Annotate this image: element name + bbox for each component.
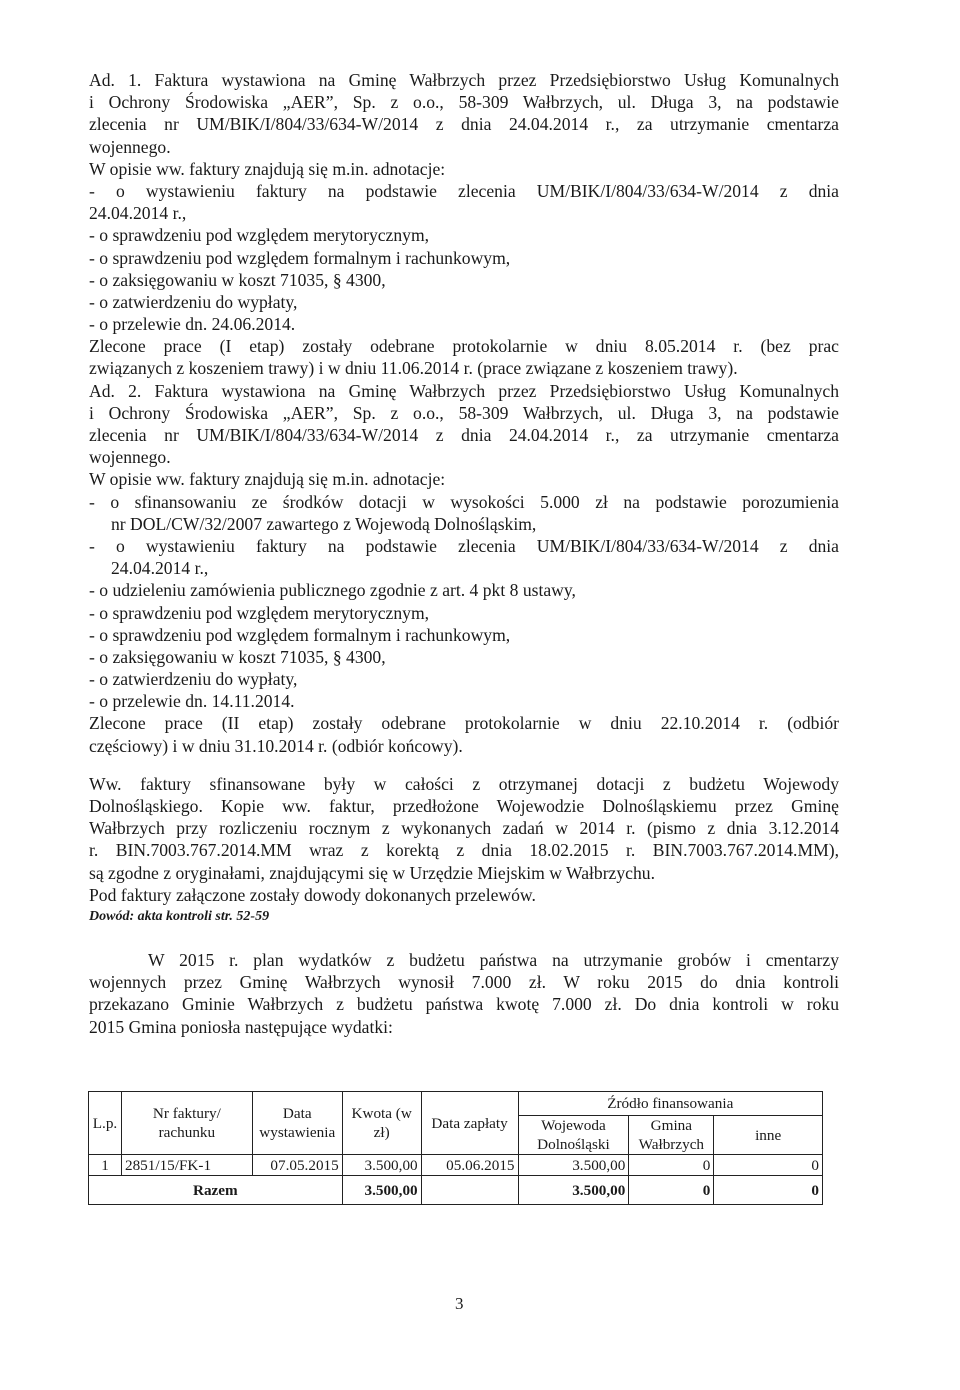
header-amount: Kwota (w zł) (342, 1092, 421, 1155)
text-line: - o przelewie dn. 14.11.2014. (89, 691, 295, 712)
evidence-reference: Dowód: akta kontroli str. 52-59 (89, 908, 270, 924)
text-line: W 2015 r. plan wydatków z budżetu państwa na utrzymanie grobów i cmentarzy (148, 949, 839, 970)
table-row (89, 1155, 823, 1176)
table-header-row (89, 1092, 823, 1116)
text-line: - o sprawdzeniu pod względem formalnym i rachunkowym, (89, 624, 511, 645)
text-line: i Ochrony Środowiska „AER”, Sp. z o.o., 58-309 Wałbrzych, ul. Długa 3, na podstawie (89, 402, 839, 423)
table-total-row (89, 1176, 823, 1205)
text-line: Wałbrzych przy rozliczeniu rocznym z wykonanych zadań w 2014 r. (pismo z dnia 3.12.2014 (89, 818, 839, 839)
expenses-table (88, 1091, 823, 1205)
text-line: przekazano Gminie Wałbrzych z budżetu państwa kwotę 7.000 zł. Do dnia kontroli w roku (89, 994, 839, 1015)
text-line: W opisie ww. faktury znajdują się m.in. adnotacje: (89, 158, 446, 179)
text-line: wojennego. (89, 447, 171, 468)
text-line: - o zaksięgowaniu w koszt 71035, § 4300, (89, 269, 386, 290)
text-line: częściowy) i w dniu 31.10.2014 r. (odbiór końcowy). (89, 735, 463, 756)
spacer (89, 927, 839, 949)
text-line: - o zaksięgowaniu w koszt 71035, § 4300, (89, 646, 386, 667)
cell-payment-date: 05.06.2015 (421, 1155, 518, 1176)
header-payment-date: Data zapłaty (421, 1092, 518, 1155)
header-issue-date: Data wystawienia (252, 1092, 342, 1155)
cell-amount: 3.500,00 (342, 1155, 421, 1176)
cell-commune: 0 (629, 1155, 714, 1176)
page-number: 3 (455, 1294, 464, 1313)
text-line: zlecenia nr UM/BIK/I/804/33/634-W/2014 z dnia 24.04.2014 r., za utrzymanie cmentarza (89, 114, 839, 135)
cell-invoice: 2851/15/FK-1 (121, 1155, 252, 1176)
text-line: 2015 Gmina poniosła następujące wydatki: (89, 1016, 393, 1037)
text-line: Zlecone prace (II etap) zostały odebrane protokolarnie w dniu 22.10.2014 r. (odbiór (89, 713, 839, 734)
text-line: r. BIN.7003.767.2014.MM wraz z korektą z dnia 18.02.2015 r. BIN.7003.767.2014.MM), (89, 840, 839, 861)
total-voivode: 3.500,00 (518, 1176, 629, 1205)
text-line: - o zatwierdzeniu do wypłaty, (89, 291, 298, 312)
ad2-section (89, 380, 839, 757)
spacer (89, 757, 839, 773)
text-line: wojennego. (89, 136, 171, 157)
cell-other: 0 (714, 1155, 823, 1176)
cell-issue-date: 07.05.2015 (252, 1155, 342, 1176)
text-line: W opisie ww. faktury znajdują się m.in. adnotacje: (89, 469, 446, 490)
text-line: związanych z koszeniem trawy) i w dniu 11.06.2014 r. (prace związane z koszeniem trawy). (89, 358, 738, 379)
total-amount: 3.500,00 (342, 1176, 421, 1205)
plan-2015-section (89, 949, 839, 1038)
header-invoice: Nr faktury/ rachunku (121, 1092, 252, 1155)
text-line: Pod faktury załączone zostały dowody dokonanych przelewów. (89, 884, 536, 905)
document-body (89, 69, 839, 1038)
text-line: - o sprawdzeniu pod względem merytorycznym, (89, 602, 430, 623)
header-other: inne (714, 1116, 823, 1155)
text-line: - o udzieleniu zamówienia publicznego zgodnie z art. 4 pkt 8 ustawy, (89, 580, 576, 601)
summary-section (89, 773, 839, 927)
text-line: Dolnośląskiego. Kopie ww. faktur, przedłożone Wojewodzie Dolnośląskiemu przez Gminę (89, 796, 839, 816)
ad1-section (89, 69, 839, 380)
total-other: 0 (714, 1176, 823, 1205)
header-lp: L.p. (89, 1092, 122, 1155)
cell-voivode: 3.500,00 (518, 1155, 629, 1176)
text-line: Zlecone prace (I etap) zostały odebrane protokolarnie w dniu 8.05.2014 r. (bez prac (89, 336, 839, 357)
text-line: nr DOL/CW/32/2007 zawartego z Wojewodą Dolnośląskim, (111, 513, 537, 534)
header-source: Źródło finansowania (518, 1092, 822, 1116)
header-commune: Gmina Wałbrzych (629, 1116, 714, 1155)
text-line: 24.04.2014 r., (89, 203, 187, 224)
text-line: wojennych przez Gminę Wałbrzych wynosił 7.000 zł. W roku 2015 do dnia kontroli (89, 972, 839, 993)
text-line: Ad. 2. Faktura wystawiona na Gminę Wałbrzych przez Przedsiębiorstwo Usług Komunalnych (89, 380, 839, 401)
text-line: 24.04.2014 r., (111, 558, 209, 579)
text-line: są zgodne z oryginałami, znajdującymi się w Urzędzie Miejskim w Wałbrzychu. (89, 862, 655, 883)
text-line: - o sprawdzeniu pod względem merytorycznym, (89, 225, 430, 246)
text-line: - o wystawieniu faktury na podstawie zlecenia UM/BIK/I/804/33/634-W/2014 z dnia (89, 535, 839, 556)
cell-lp: 1 (89, 1155, 122, 1176)
text-line: i Ochrony Środowiska „AER”, Sp. z o.o., 58-309 Wałbrzych, ul. Długa 3, na podstawie (89, 92, 839, 113)
total-label: Razem (89, 1176, 343, 1205)
text-line: - o wystawieniu faktury na podstawie zlecenia UM/BIK/I/804/33/634-W/2014 z dnia (89, 180, 839, 201)
total-commune: 0 (629, 1176, 714, 1205)
text-line: zlecenia nr UM/BIK/I/804/33/634-W/2014 z dnia 24.04.2014 r., za utrzymanie cmentarza (89, 425, 839, 445)
text-line: - o sprawdzeniu pod względem formalnym i rachunkowym, (89, 247, 511, 268)
text-line: - o zatwierdzeniu do wypłaty, (89, 669, 298, 690)
text-line: Ww. faktury sfinansowane były w całości z otrzymanej dotacji z budżetu Wojewody (89, 773, 839, 794)
header-voivode: Wojewoda Dolnośląski (518, 1116, 629, 1155)
text-line: Ad. 1. Faktura wystawiona na Gminę Wałbrzych przez Przedsiębiorstwo Usług Komunalnych (89, 70, 839, 90)
text-line: - o sfinansowaniu ze środków dotacji w wysokości 5.000 zł na podstawie porozumienia (89, 491, 839, 512)
total-payment-date-empty (421, 1176, 518, 1205)
text-line: - o przelewie dn. 24.06.2014. (89, 314, 296, 335)
